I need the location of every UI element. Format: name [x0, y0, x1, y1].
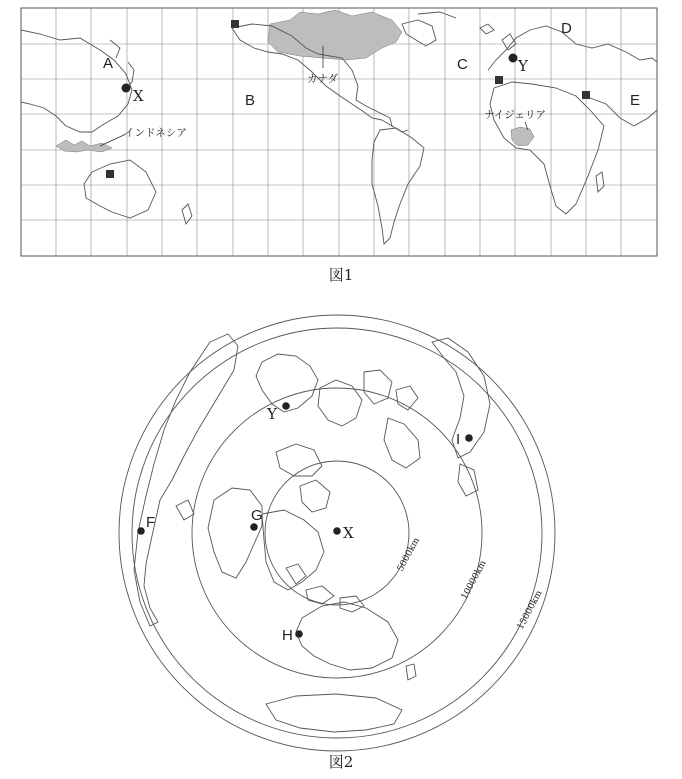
region-label-e: E: [630, 92, 641, 109]
point-label-h: H: [282, 627, 293, 644]
region-label-c: C: [457, 56, 468, 73]
point-h-marker: [295, 630, 303, 638]
point-label-y: Y: [518, 57, 528, 75]
point-label-f: F: [146, 514, 156, 531]
country-label-indonesia: インドネシア: [124, 127, 187, 139]
coastlines-figure-2: [134, 334, 490, 732]
point-label-x: X: [343, 524, 354, 542]
azimuthal-map-figure-2: [0, 300, 682, 779]
point-label-x: X: [133, 87, 144, 105]
point-y-marker: [282, 402, 290, 410]
square-marker: [106, 170, 114, 178]
region-label-a: A: [103, 55, 114, 72]
point-label-i: I: [456, 431, 461, 448]
point-x-marker: [333, 527, 341, 535]
square-marker: [495, 76, 503, 84]
point-f-marker: [137, 527, 145, 535]
region-label-d: D: [561, 20, 572, 37]
point-label-g: G: [251, 507, 263, 524]
ring-label-5000: 5000km: [395, 536, 422, 574]
figure-2-caption: 図2: [328, 753, 354, 771]
point-labels-figure-2: [146, 405, 460, 644]
figure-1-caption: 図1: [328, 266, 354, 284]
country-label-canada: カナダ: [307, 73, 338, 85]
ring-labels: [396, 536, 545, 632]
world-map-figure-1: [0, 0, 682, 300]
point-markers-figure-2: [137, 402, 473, 638]
point-g-marker: [250, 523, 258, 531]
point-x-marker: [122, 84, 131, 93]
point-y-marker: [509, 54, 518, 63]
point-i-marker: [465, 434, 473, 442]
country-label-nigeria: ナイジェリア: [484, 109, 547, 121]
square-marker: [582, 91, 590, 99]
region-label-b: B: [245, 92, 256, 109]
point-label-y: Y: [267, 405, 277, 423]
square-marker: [231, 20, 239, 28]
ring-label-10000: 10000km: [459, 559, 489, 602]
ring-label-15000: 15000km: [515, 589, 545, 632]
